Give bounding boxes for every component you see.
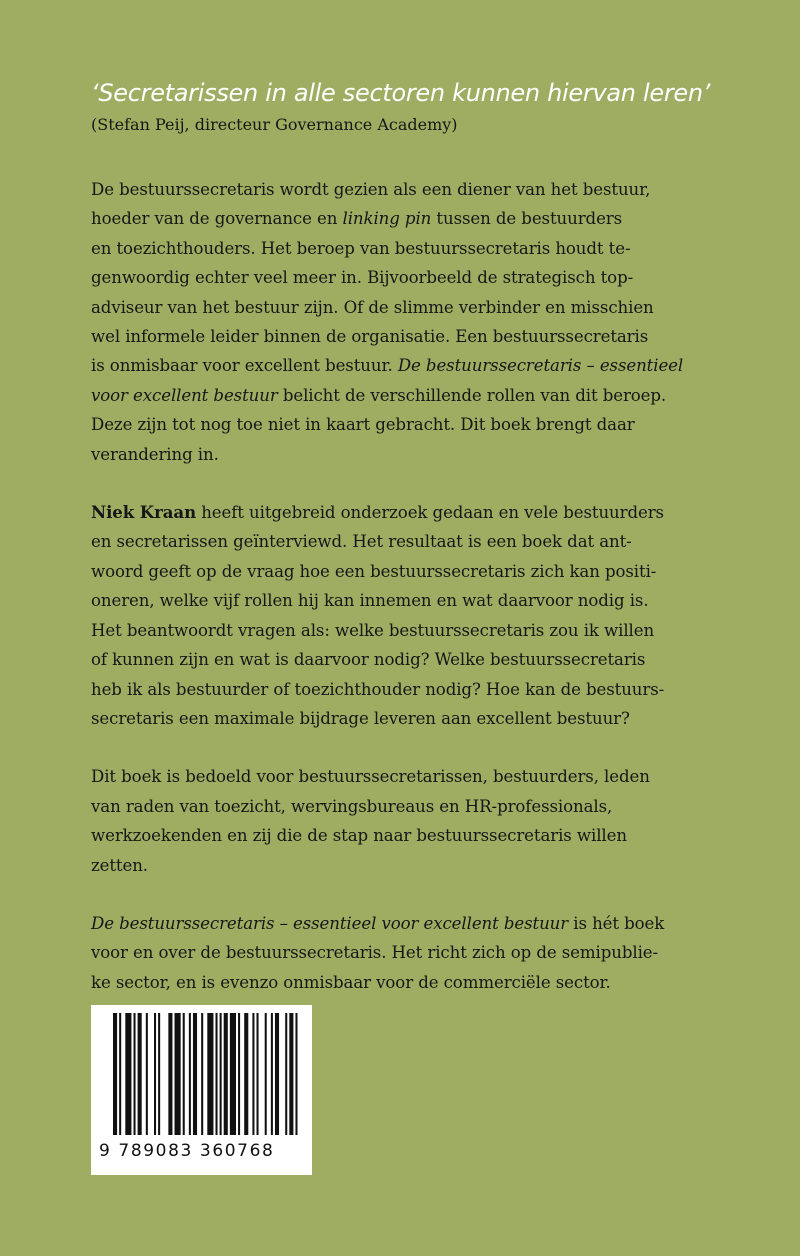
barcode-bar <box>158 1013 160 1135</box>
text-run: van raden van toezicht, wervingsbureaus en HR-professionals, <box>91 796 613 816</box>
text-line <box>91 851 791 880</box>
text-line <box>91 527 791 556</box>
italic-run: De bestuurssecretaris – essentieel <box>397 356 684 376</box>
paragraph <box>91 498 791 733</box>
barcode-bar <box>238 1013 240 1135</box>
text-run: Het beantwoordt vragen als: welke bestuurssecretaris zou ik willen <box>91 620 655 640</box>
text-line <box>91 234 791 263</box>
barcode-bar <box>244 1013 248 1135</box>
paragraph <box>91 175 791 469</box>
italic-run: De bestuurssecretaris – essentieel voor excellent bestuur <box>91 913 569 933</box>
barcode-bar <box>271 1013 273 1135</box>
text-run: en toezichthouders. Het beroep van bestuurssecretaris houdt te- <box>91 238 631 258</box>
barcode-bar <box>289 1013 293 1135</box>
quote-attribution: (Stefan Peij, directeur Governance Academy) <box>91 115 458 134</box>
text-line <box>91 410 791 439</box>
text-run: adviseur van het bestuur zijn. Of de slimme verbinder en misschien <box>91 297 654 317</box>
text-line <box>91 293 791 322</box>
text-run: ke sector, en is evenzo onmisbaar voor de commerciële sector. <box>91 972 611 992</box>
barcode-bar <box>275 1013 279 1135</box>
text-line <box>91 645 791 674</box>
text-line <box>91 263 791 292</box>
blurb-body <box>91 175 791 997</box>
text-run: tussen de bestuurders <box>431 209 623 229</box>
barcode-bar <box>138 1013 142 1135</box>
barcode-bar <box>285 1013 287 1135</box>
barcode-bar <box>113 1013 117 1135</box>
barcode-bar <box>183 1013 185 1135</box>
text-run: hoeder van de governance en <box>91 209 343 229</box>
text-line <box>91 762 791 791</box>
barcode-bar <box>207 1013 213 1135</box>
paragraph <box>91 909 791 997</box>
text-line <box>91 821 791 850</box>
text-line <box>91 938 791 967</box>
text-run: is onmisbaar voor excellent bestuur. <box>91 356 398 376</box>
text-line <box>91 557 791 586</box>
text-run: werkzoekenden en zij die de stap naar bestuurssecretaris willen <box>91 826 627 846</box>
text-run: wel informele leider binnen de organisatie. Een bestuurssecretaris <box>91 327 649 347</box>
text-line <box>91 704 791 733</box>
barcode-bar <box>265 1013 267 1135</box>
text-run: voor en over de bestuurssecretaris. Het richt zich op de semipublie- <box>91 943 659 963</box>
bold-run: Niek Kraan <box>91 502 197 523</box>
barcode-bar <box>216 1013 218 1135</box>
text-run: Dit boek is bedoeld voor bestuurssecretarissen, bestuurders, leden <box>91 767 650 787</box>
text-run: heb ik als bestuurder of toezichthouder nodig? Hoe kan de bestuurs- <box>91 679 665 699</box>
isbn-number: 9 789083 360768 <box>99 1141 275 1161</box>
text-line <box>91 381 791 410</box>
text-line <box>91 498 791 527</box>
barcode-bar <box>230 1013 236 1135</box>
text-run: oneren, welke vijf rollen hij kan innemen en wat daarvoor nodig is. <box>91 591 649 611</box>
barcode-bar <box>220 1013 222 1135</box>
barcode-bar <box>168 1013 172 1135</box>
text-line <box>91 675 791 704</box>
text-run: of kunnen zijn en wat is daarvoor nodig? Welke bestuurssecretaris <box>91 650 646 670</box>
text-run: Deze zijn tot nog toe niet in kaart gebracht. Dit boek brengt daar <box>91 415 635 435</box>
text-run: zetten. <box>91 855 148 875</box>
text-line <box>91 586 791 615</box>
text-line <box>91 322 791 351</box>
barcode-bar <box>193 1013 197 1135</box>
barcode-bar <box>134 1013 136 1135</box>
text-run: is hét boek <box>568 913 665 933</box>
barcode-bar <box>252 1013 254 1135</box>
text-line <box>91 351 791 380</box>
text-line <box>91 204 791 233</box>
isbn-barcode <box>91 1005 312 1175</box>
italic-run: voor excellent bestuur <box>91 385 278 405</box>
barcode-bar <box>154 1013 156 1135</box>
barcode-bars <box>91 1005 312 1140</box>
text-run: woord geeft op de vraag hoe een bestuurssecretaris zich kan positi- <box>91 561 657 581</box>
review-quote: ‘Secretarissen in alle sectoren kunnen hiervan leren’ <box>91 79 711 107</box>
text-line <box>91 792 791 821</box>
barcode-bar <box>224 1013 228 1135</box>
barcode-bar <box>119 1013 121 1135</box>
barcode-bar <box>146 1013 148 1135</box>
text-run: secretaris een maximale bijdrage leveren aan excellent bestuur? <box>91 708 630 728</box>
barcode-bar <box>175 1013 181 1135</box>
text-run: verandering in. <box>91 444 219 464</box>
barcode-bar <box>295 1013 297 1135</box>
barcode-bar <box>201 1013 203 1135</box>
back-cover-text <box>91 76 791 997</box>
text-line <box>91 440 791 469</box>
text-line <box>91 175 791 204</box>
text-line <box>91 909 791 938</box>
paragraph <box>91 762 791 880</box>
barcode-bar <box>125 1013 131 1135</box>
text-line <box>91 616 791 645</box>
italic-run: linking pin <box>342 209 432 229</box>
text-run: en secretarissen geïnterviewd. Het resultaat is een boek dat ant- <box>91 532 632 552</box>
barcode-bar <box>257 1013 259 1135</box>
text-run: heeft uitgebreid onderzoek gedaan en vele bestuurders <box>196 503 664 523</box>
text-line <box>91 968 791 997</box>
barcode-bar <box>189 1013 191 1135</box>
text-run: belicht de verschillende rollen van dit beroep. <box>277 385 667 405</box>
text-run: De bestuurssecretaris wordt gezien als een diener van het bestuur, <box>91 180 651 199</box>
text-run: genwoordig echter veel meer in. Bijvoorbeeld de strategisch top- <box>91 268 634 288</box>
